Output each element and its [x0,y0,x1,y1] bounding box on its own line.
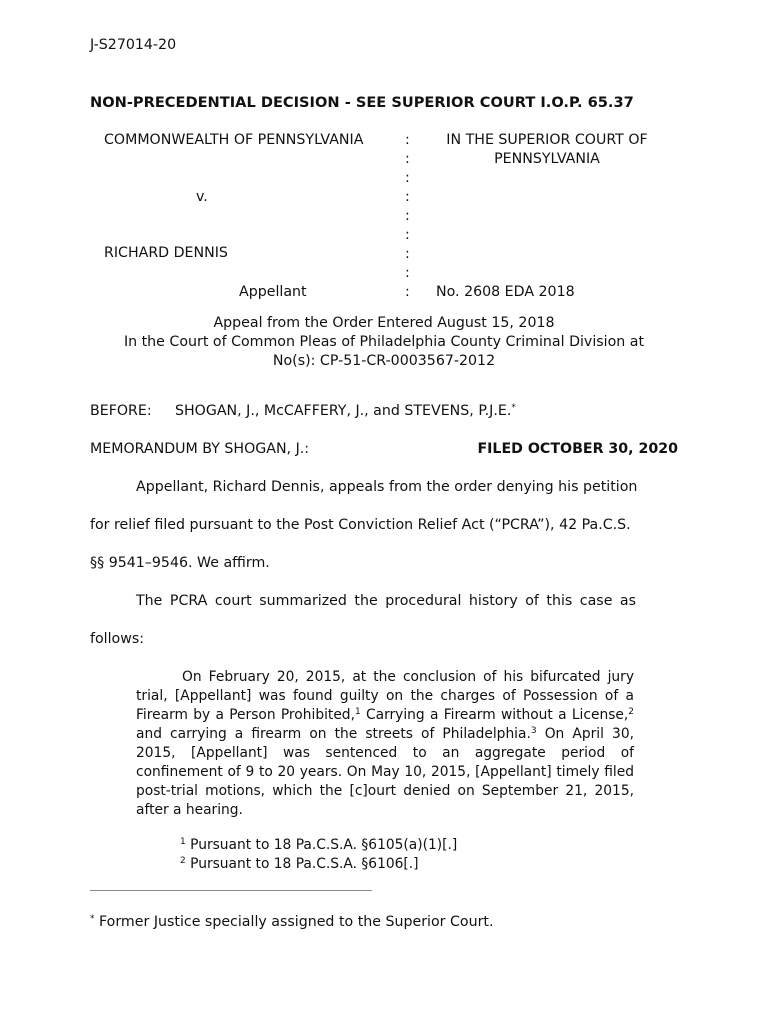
court-name-line1: IN THE SUPERIOR COURT OF [446,132,648,148]
appeal-line-3: No(s): CP-51-CR-0003567-2012 [272,353,496,369]
inner-footnote-number: 1 [180,837,186,847]
block-quote [136,668,634,820]
quote-text: On April 30, 2015, [Appellant] was sentenced to an aggregate period of confinement of 9 to 20 years. On May 10, 2015, [Appellant] timely filed post-trial motions, which the [c]ourt denied on September 21, 2015, after a hearing. [136,726,634,818]
body-p2-line2: follows: [90,631,145,647]
footnote-divider [90,890,372,891]
caption-colon: : [405,208,410,224]
panel-judges-text: SHOGAN, J., McCAFFERY, J., and STEVENS, P.J.E. [175,403,512,419]
page-footnote [90,914,494,930]
appeal-line-1: Appeal from the Order Entered August 15, 2018 [213,315,555,331]
versus-label: v. [196,189,208,205]
caption-colon: : [405,284,410,300]
page-footnote-marker: * [90,914,95,924]
quote-text: On February 20, 2015, at the conclusion of his bifurcated jury trial, [Appellant] was found guilty on the charges of Possession of a Firearm by a Person Prohibited, [136,669,634,723]
footnote-ref-1: 1 [354,707,361,717]
caption-colon: : [405,246,410,262]
quote-text: and carrying a firearm on the streets of Philadelphia. [136,726,531,742]
footnote-marker-star: * [511,403,516,413]
body-p1-line1: Appellant, Richard Dennis, appeals from the order denying his petition [136,479,638,495]
caption-colon: : [405,265,410,281]
footnote-ref-3: 3 [530,726,537,736]
court-name-line2: PENNSYLVANIA [494,151,600,167]
page-footnote-text: Former Justice specially assigned to the Superior Court. [99,914,494,930]
inner-footnote-text: Pursuant to 18 Pa.C.S.A. §6106[.] [190,856,419,872]
plaintiff-party: COMMONWEALTH OF PENNSYLVANIA [104,132,364,148]
inner-footnote-1 [180,837,457,853]
caption-colon: : [405,151,410,167]
inner-footnote-text: Pursuant to 18 Pa.C.S.A. §6105(a)(1)[.] [190,837,458,853]
decision-title: NON-PRECEDENTIAL DECISION - SEE SUPERIOR COURT I.O.P. 65.37 [90,94,634,111]
footnote-ref-2: 2 [628,707,634,717]
inner-footnote-number: 2 [180,856,186,866]
body-p1-line2: for relief filed pursuant to the Post Conviction Relief Act (“PCRA”), 42 Pa.C.S. [90,517,631,533]
docket-code: J-S27014-20 [90,37,177,53]
body-p1-line3: §§ 9541–9546. We affirm. [90,555,270,571]
quote-text: Carrying a Firearm without a License, [360,707,629,723]
defendant-name: RICHARD DENNIS [104,245,228,261]
filed-date: FILED OCTOBER 30, 2020 [477,441,678,457]
inner-footnote-2 [180,856,419,872]
memorandum-author: MEMORANDUM BY SHOGAN, J.: [90,441,310,457]
docket-number: No. 2608 EDA 2018 [436,284,575,300]
appeal-line-2: In the Court of Common Pleas of Philadelphia County Criminal Division at [123,334,645,350]
body-p2-line1: The PCRA court summarized the procedural history of this case as [136,593,637,609]
panel-judges [175,403,516,419]
caption-colon: : [405,170,410,186]
caption-colon: : [405,132,410,148]
caption-colon: : [405,189,410,205]
caption-colon: : [405,227,410,243]
quote-paragraph [136,668,634,820]
appellant-role: Appellant [239,284,307,300]
before-label: BEFORE: [90,403,152,419]
